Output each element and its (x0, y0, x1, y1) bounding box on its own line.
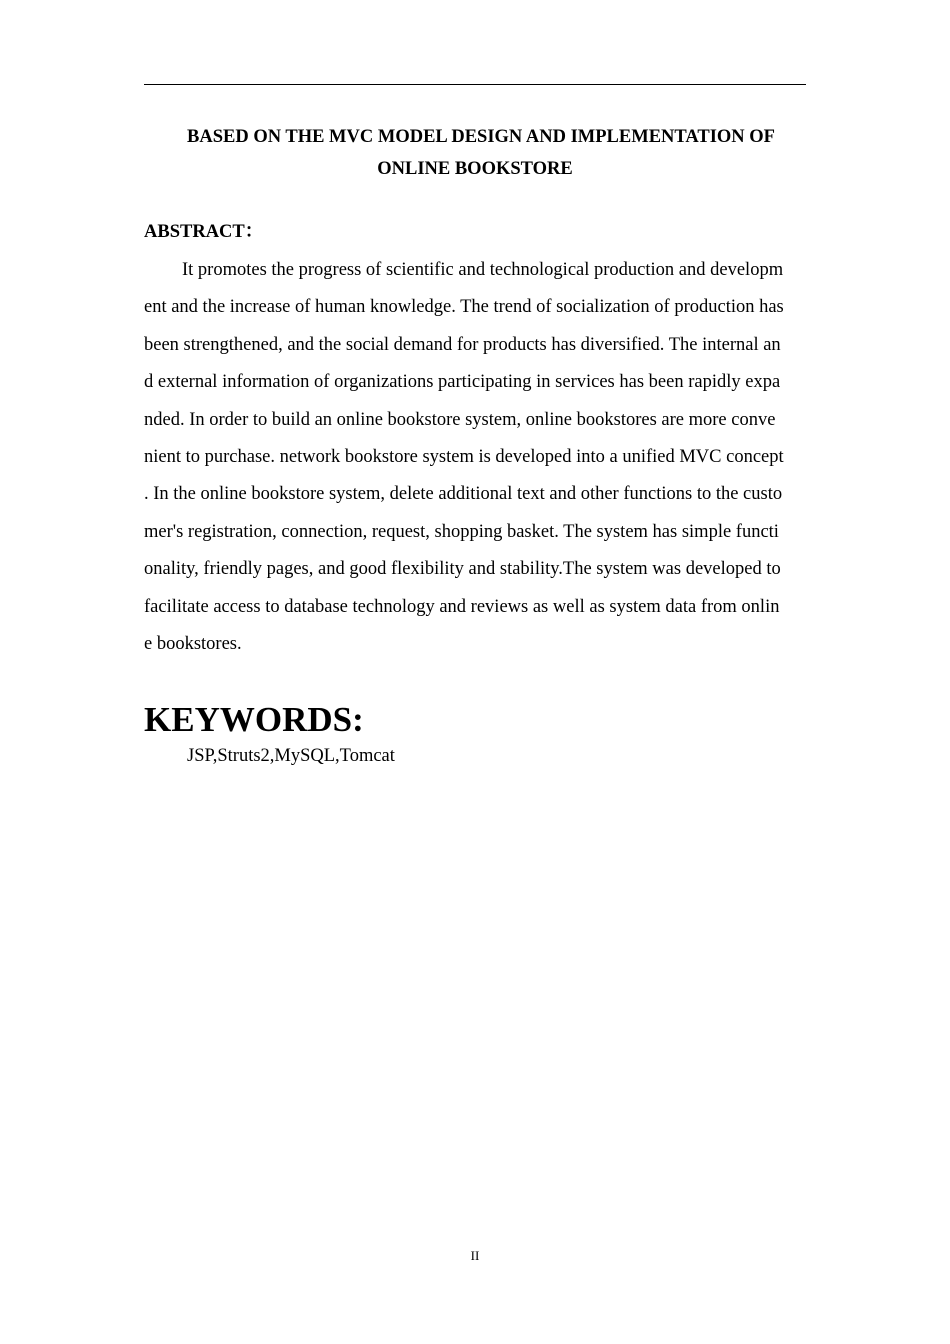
abstract-line: nient to purchase. network bookstore system is developed into a unified MVC concept (144, 447, 784, 468)
title-line-2: ONLINE BOOKSTORE (377, 159, 573, 179)
abstract-line: facilitate access to database technology and reviews as well as system data from onlin (144, 596, 780, 617)
abstract-line: . In the online bookstore system, delete additional text and other functions to the custo (144, 484, 783, 505)
abstract-body (144, 252, 806, 663)
abstract-label: ABSTRACT： (144, 222, 264, 242)
abstract-line: been strengthened, and the social demand for products has diversified. The internal an (144, 334, 781, 355)
abstract-line: It promotes the progress of scientific and technological production and developm (182, 260, 784, 280)
abstract-line: nded. In order to build an online bookstore system, online bookstores are more conve (144, 409, 776, 430)
document-title (144, 121, 806, 185)
abstract-line: ent and the increase of human knowledge. The trend of socialization of production has (144, 297, 784, 318)
title-line-1: BASED ON THE MVC MODEL DESIGN AND IMPLEMENTATION OF (187, 127, 775, 147)
keywords-list: JSP,Struts2,MySQL,Tomcat (187, 746, 395, 766)
header-rule (144, 84, 806, 85)
abstract-line: d external information of organizations participating in services has been rapidly expa (144, 372, 781, 393)
abstract-line: onality, friendly pages, and good flexibility and stability.The system was developed to (144, 559, 781, 580)
abstract-line: e bookstores. (144, 634, 242, 655)
abstract-line: mer's registration, connection, request, shopping basket. The system has simple functi (144, 521, 779, 542)
keywords-heading: KEYWORDS: (144, 700, 364, 739)
page-number: II (470, 1248, 480, 1263)
